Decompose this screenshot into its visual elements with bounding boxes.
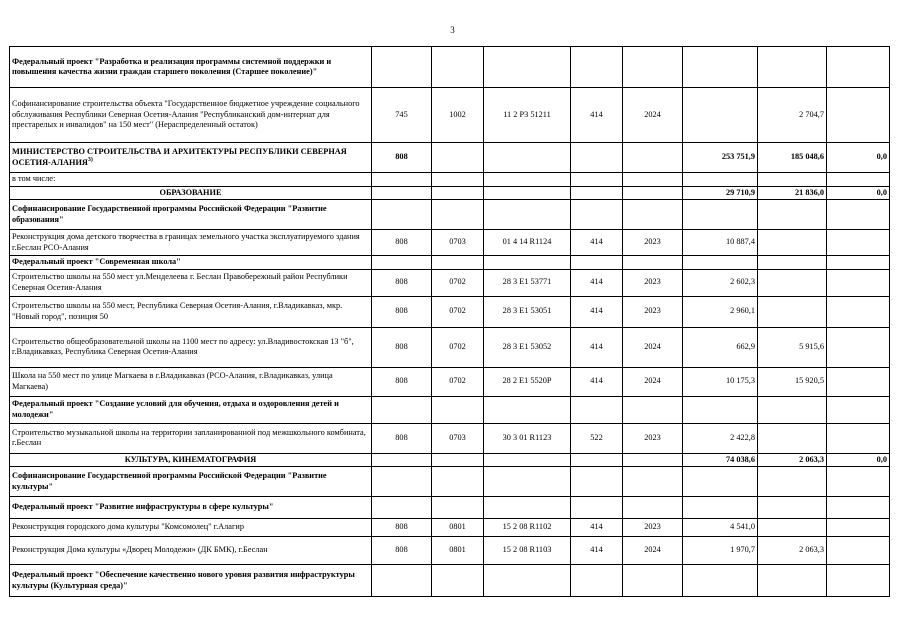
cell-amount-1 xyxy=(683,269,758,296)
cell-amount-1 xyxy=(683,396,758,423)
cell-ministry-code xyxy=(372,143,432,173)
cell-year xyxy=(623,296,683,327)
cell-name xyxy=(10,327,372,367)
table-row xyxy=(10,269,890,296)
cell-amount-3-text: 0,0 xyxy=(876,152,887,162)
cell-target-article-text: 11 2 P3 51211 xyxy=(503,109,551,119)
cell-amount-2 xyxy=(758,173,827,187)
cell-amount-2 xyxy=(758,47,827,88)
cell-year xyxy=(623,565,683,597)
cell-ministry-code-text: 808 xyxy=(395,376,408,386)
cell-year xyxy=(623,497,683,519)
cell-section-code-text: 1002 xyxy=(449,109,466,119)
cell-year xyxy=(623,143,683,173)
cell-section-code xyxy=(432,497,484,519)
cell-name-text: МИНИСТЕРСТВО СТРОИТЕЛЬСТВА И АРХИТЕКТУРЫ РЕСПУБЛИКИ СЕВЕРНАЯ ОСЕТИЯ-АЛАНИЯ xyxy=(12,147,347,167)
cell-name-text: Реконструкция городского дома культуры "Комсомолец" г.Алагир xyxy=(12,522,244,532)
cell-ministry-code xyxy=(372,296,432,327)
cell-target-article-text: 28 3 E1 53051 xyxy=(502,306,552,316)
cell-amount-2-text: 2 063,3 xyxy=(799,454,824,464)
cell-section-code-text: 0703 xyxy=(449,237,466,247)
cell-name xyxy=(10,467,372,497)
cell-amount-1 xyxy=(683,173,758,187)
cell-name-text: Строительство школы на 550 мест, Республика Северная Осетия-Алания, г.Владикавказ, мкр. "Новый город", позиция 50 xyxy=(12,301,343,321)
table-row xyxy=(10,230,890,256)
cell-target-article xyxy=(484,467,571,497)
cell-name xyxy=(10,519,372,537)
cell-amount-1-text: 253 751,9 xyxy=(721,152,755,162)
cell-amount-2-text: 21 836,0 xyxy=(794,187,824,197)
cell-year xyxy=(623,519,683,537)
table-row xyxy=(10,327,890,367)
cell-amount-2 xyxy=(758,396,827,423)
cell-target-article xyxy=(484,327,571,367)
cell-target-article xyxy=(484,497,571,519)
cell-amount-1 xyxy=(683,200,758,230)
cell-name-text: КУЛЬТУРА, КИНЕМАТОГРАФИЯ xyxy=(124,454,257,464)
cell-amount-2 xyxy=(758,143,827,173)
cell-expense-type xyxy=(571,88,623,143)
cell-name-text: Софинансирование Государственной программы Российской Федерации "Развитие культуры" xyxy=(12,471,327,491)
cell-amount-3 xyxy=(827,519,890,537)
cell-ministry-code-text: 808 xyxy=(395,277,408,287)
cell-section-code xyxy=(432,269,484,296)
cell-amount-3 xyxy=(827,453,890,467)
table-row xyxy=(10,396,890,423)
cell-amount-2 xyxy=(758,497,827,519)
cell-name xyxy=(10,396,372,423)
cell-section-code xyxy=(432,453,484,467)
cell-section-code-text: 0801 xyxy=(449,522,466,532)
cell-name xyxy=(10,296,372,327)
table-row xyxy=(10,565,890,597)
cell-name-text: Федеральный проект "Обеспечение качественно нового уровня развития инфраструктуры культуры (Культурная среда)" xyxy=(12,570,355,590)
cell-expense-type xyxy=(571,200,623,230)
cell-section-code xyxy=(432,143,484,173)
cell-name-text: Строительство школы на 550 мест ул.Менделеева г. Беслан Правобережный район Республики Северная Осетия-Алания xyxy=(12,272,348,292)
cell-amount-2 xyxy=(758,367,827,396)
cell-ministry-code xyxy=(372,230,432,256)
cell-amount-2 xyxy=(758,200,827,230)
cell-amount-2 xyxy=(758,269,827,296)
cell-expense-type xyxy=(571,269,623,296)
cell-name xyxy=(10,537,372,565)
cell-amount-2 xyxy=(758,537,827,565)
cell-amount-1-text: 4 541,0 xyxy=(730,522,755,532)
cell-section-code xyxy=(432,565,484,597)
cell-expense-type xyxy=(571,256,623,270)
cell-expense-type-text: 414 xyxy=(590,522,603,532)
cell-target-article xyxy=(484,423,571,453)
cell-section-code xyxy=(432,367,484,396)
cell-year xyxy=(623,173,683,187)
cell-target-article-text: 15 2 08 R1102 xyxy=(502,522,552,532)
cell-name xyxy=(10,47,372,88)
cell-expense-type xyxy=(571,396,623,423)
cell-ministry-code xyxy=(372,186,432,200)
cell-amount-1 xyxy=(683,327,758,367)
cell-ministry-code-text: 745 xyxy=(395,109,408,119)
cell-ministry-code-text: 808 xyxy=(395,237,408,247)
footnote-marker: 3) xyxy=(87,156,93,163)
cell-year xyxy=(623,269,683,296)
cell-name-text: Федеральный проект "Развитие инфраструктуры в сфере культуры" xyxy=(12,502,274,512)
cell-amount-1-text: 10 887,4 xyxy=(725,237,755,247)
cell-amount-2-text: 5 915,6 xyxy=(799,341,824,351)
cell-ministry-code xyxy=(372,396,432,423)
cell-amount-3 xyxy=(827,565,890,597)
table-row xyxy=(10,453,890,467)
cell-expense-type xyxy=(571,143,623,173)
cell-section-code xyxy=(432,537,484,565)
cell-amount-2 xyxy=(758,467,827,497)
cell-name-text: Строительство музыкальной школы на территории запланированной под межшкольного комбината, г.Беслан xyxy=(12,427,366,447)
cell-ministry-code xyxy=(372,537,432,565)
cell-amount-3 xyxy=(827,47,890,88)
cell-name xyxy=(10,423,372,453)
cell-amount-3 xyxy=(827,269,890,296)
cell-amount-2-text: 2 063,3 xyxy=(799,545,824,555)
cell-amount-3 xyxy=(827,537,890,565)
cell-expense-type xyxy=(571,47,623,88)
cell-amount-3 xyxy=(827,230,890,256)
cell-name-text: Реконструкция Дома культуры «Дворец Молодежи» (ДК БМК), г.Беслан xyxy=(12,545,268,555)
cell-target-article xyxy=(484,396,571,423)
cell-expense-type-text: 414 xyxy=(590,341,603,351)
cell-amount-1-text: 74 038,6 xyxy=(725,454,755,464)
cell-section-code xyxy=(432,327,484,367)
cell-amount-3 xyxy=(827,143,890,173)
cell-expense-type-text: 414 xyxy=(590,306,603,316)
cell-ministry-code xyxy=(372,256,432,270)
cell-amount-2 xyxy=(758,565,827,597)
cell-amount-1 xyxy=(683,537,758,565)
cell-year xyxy=(623,200,683,230)
cell-section-code xyxy=(432,396,484,423)
cell-target-article xyxy=(484,200,571,230)
table-row xyxy=(10,200,890,230)
cell-year-text: 2023 xyxy=(644,306,661,316)
cell-year xyxy=(623,453,683,467)
cell-ministry-code xyxy=(372,453,432,467)
cell-target-article xyxy=(484,537,571,565)
cell-amount-3 xyxy=(827,367,890,396)
cell-amount-1-text: 10 175,3 xyxy=(725,376,755,386)
cell-target-article-text: 28 3 E1 53052 xyxy=(502,341,552,351)
cell-amount-1 xyxy=(683,186,758,200)
cell-ministry-code-text: 808 xyxy=(395,432,408,442)
table-row xyxy=(10,186,890,200)
cell-ministry-code-text: 808 xyxy=(395,522,408,532)
cell-amount-1-text: 29 710,9 xyxy=(725,187,755,197)
cell-amount-1 xyxy=(683,47,758,88)
cell-amount-1 xyxy=(683,143,758,173)
cell-ministry-code xyxy=(372,565,432,597)
cell-name-text: Федеральный проект "Создание условий для обучения, отдыха и оздоровления детей и молодежи" xyxy=(12,399,339,419)
cell-expense-type xyxy=(571,173,623,187)
cell-ministry-code xyxy=(372,200,432,230)
cell-amount-2 xyxy=(758,88,827,143)
cell-year xyxy=(623,367,683,396)
cell-target-article xyxy=(484,47,571,88)
cell-name xyxy=(10,173,372,187)
cell-amount-3 xyxy=(827,467,890,497)
cell-ministry-code xyxy=(372,173,432,187)
cell-amount-2 xyxy=(758,453,827,467)
cell-section-code-text: 0702 xyxy=(449,341,466,351)
cell-amount-2-text: 185 048,6 xyxy=(790,152,824,162)
cell-amount-1 xyxy=(683,467,758,497)
cell-name xyxy=(10,143,372,173)
cell-name xyxy=(10,88,372,143)
cell-amount-1 xyxy=(683,367,758,396)
cell-year xyxy=(623,327,683,367)
cell-amount-3 xyxy=(827,88,890,143)
page-number: 3 xyxy=(450,25,455,35)
table-row xyxy=(10,256,890,270)
cell-expense-type xyxy=(571,565,623,597)
cell-amount-1 xyxy=(683,256,758,270)
cell-target-article-text: 30 3 01 R1123 xyxy=(502,432,552,442)
cell-section-code-text: 0801 xyxy=(449,545,466,555)
cell-name-text: ОБРАЗОВАНИЕ xyxy=(159,187,222,197)
cell-amount-3 xyxy=(827,200,890,230)
cell-year xyxy=(623,423,683,453)
cell-year xyxy=(623,467,683,497)
cell-year xyxy=(623,186,683,200)
table-row xyxy=(10,537,890,565)
cell-target-article xyxy=(484,565,571,597)
cell-amount-3-text: 0,0 xyxy=(876,454,887,464)
cell-name xyxy=(10,230,372,256)
cell-name xyxy=(10,367,372,396)
cell-name-text: Строительство общеобразовательной школы на 1100 мест по адресу: ул.Владивостокская 13 "б", г.Владикавказ, Республика Северная Осетия-Алания xyxy=(12,336,354,356)
cell-name-text: Софинансирование строительства объекта "Государственное бюджетное учреждение социального обслуживания Республики Северная Осетия-Алания "Республиканский дом-интернат для престарелых и инвалидов" на 150 мест" (Нераспределенный остаток) xyxy=(12,99,360,130)
cell-amount-3 xyxy=(827,296,890,327)
table-row xyxy=(10,423,890,453)
cell-expense-type xyxy=(571,296,623,327)
cell-amount-3 xyxy=(827,497,890,519)
cell-amount-1 xyxy=(683,296,758,327)
cell-expense-type-text: 414 xyxy=(590,376,603,386)
cell-ministry-code xyxy=(372,327,432,367)
cell-expense-type-text: 414 xyxy=(590,545,603,555)
cell-expense-type xyxy=(571,519,623,537)
cell-expense-type xyxy=(571,497,623,519)
cell-target-article xyxy=(484,88,571,143)
cell-expense-type xyxy=(571,186,623,200)
cell-name-text: Школа на 550 мест по улице Магкаева в г.Владикавказ (РСО-Алания, г.Владикавказ, улица Магкаева) xyxy=(12,371,333,391)
cell-section-code-text: 0702 xyxy=(449,277,466,287)
cell-year xyxy=(623,47,683,88)
cell-section-code xyxy=(432,47,484,88)
table-row xyxy=(10,497,890,519)
cell-section-code-text: 0702 xyxy=(449,306,466,316)
cell-expense-type-text: 414 xyxy=(590,109,603,119)
cell-name xyxy=(10,565,372,597)
cell-expense-type-text: 414 xyxy=(590,277,603,287)
cell-amount-1-text: 2 602,3 xyxy=(730,277,755,287)
cell-amount-3-text: 0,0 xyxy=(876,187,887,197)
cell-name-text: Реконструкция дома детского творчества в границах земельного участка эксплуатируемого здания г.Беслан РСО-Алания xyxy=(12,232,360,252)
cell-expense-type xyxy=(571,537,623,565)
cell-section-code xyxy=(432,519,484,537)
cell-section-code xyxy=(432,296,484,327)
cell-target-article xyxy=(484,519,571,537)
cell-ministry-code-text: 808 xyxy=(395,152,408,162)
table-row xyxy=(10,88,890,143)
cell-expense-type-text: 414 xyxy=(590,237,603,247)
cell-year-text: 2024 xyxy=(644,341,661,351)
cell-year xyxy=(623,256,683,270)
cell-amount-2 xyxy=(758,423,827,453)
cell-target-article xyxy=(484,296,571,327)
cell-amount-2 xyxy=(758,256,827,270)
cell-expense-type xyxy=(571,467,623,497)
cell-amount-1 xyxy=(683,565,758,597)
cell-name xyxy=(10,186,372,200)
cell-target-article xyxy=(484,173,571,187)
cell-section-code xyxy=(432,467,484,497)
cell-section-code-text: 0703 xyxy=(449,432,466,442)
cell-year-text: 2024 xyxy=(644,545,661,555)
cell-year-text: 2024 xyxy=(644,109,661,119)
cell-section-code xyxy=(432,200,484,230)
cell-ministry-code xyxy=(372,497,432,519)
cell-target-article-text: 28 2 E1 5520P xyxy=(502,376,552,386)
cell-amount-2-text: 15 920,5 xyxy=(794,376,824,386)
cell-amount-2-text: 2 704,7 xyxy=(799,109,824,119)
cell-name xyxy=(10,200,372,230)
cell-amount-3 xyxy=(827,327,890,367)
cell-target-article xyxy=(484,186,571,200)
cell-name xyxy=(10,497,372,519)
table-row xyxy=(10,143,890,173)
cell-expense-type xyxy=(571,453,623,467)
cell-year-text: 2024 xyxy=(644,376,661,386)
cell-target-article xyxy=(484,256,571,270)
cell-section-code xyxy=(432,88,484,143)
cell-ministry-code xyxy=(372,467,432,497)
table-row xyxy=(10,296,890,327)
cell-name-text: в том числе: xyxy=(12,174,56,183)
cell-target-article xyxy=(484,269,571,296)
table-row xyxy=(10,173,890,187)
cell-year xyxy=(623,88,683,143)
cell-amount-1 xyxy=(683,423,758,453)
cell-amount-1 xyxy=(683,519,758,537)
cell-target-article xyxy=(484,143,571,173)
cell-amount-1 xyxy=(683,497,758,519)
cell-target-article-text: 01 4 14 R1124 xyxy=(502,237,552,247)
cell-ministry-code xyxy=(372,47,432,88)
cell-amount-2 xyxy=(758,327,827,367)
cell-expense-type xyxy=(571,230,623,256)
cell-section-code xyxy=(432,230,484,256)
cell-amount-1 xyxy=(683,88,758,143)
cell-year xyxy=(623,537,683,565)
cell-amount-3 xyxy=(827,173,890,187)
cell-amount-1-text: 1 970,7 xyxy=(730,545,755,555)
cell-year-text: 2023 xyxy=(644,237,661,247)
cell-amount-2 xyxy=(758,519,827,537)
cell-name xyxy=(10,256,372,270)
budget-table xyxy=(9,46,890,597)
cell-name xyxy=(10,269,372,296)
table-row xyxy=(10,519,890,537)
cell-amount-1-text: 2 422,8 xyxy=(730,432,755,442)
cell-amount-3 xyxy=(827,396,890,423)
cell-ministry-code xyxy=(372,88,432,143)
table-row xyxy=(10,367,890,396)
cell-section-code xyxy=(432,423,484,453)
cell-target-article-text: 28 3 E1 53771 xyxy=(502,277,552,287)
cell-amount-1 xyxy=(683,230,758,256)
cell-ministry-code xyxy=(372,367,432,396)
cell-target-article-text: 15 2 08 R1103 xyxy=(502,545,552,555)
cell-expense-type xyxy=(571,423,623,453)
cell-section-code xyxy=(432,186,484,200)
cell-year xyxy=(623,396,683,423)
cell-ministry-code xyxy=(372,519,432,537)
cell-amount-3 xyxy=(827,186,890,200)
cell-ministry-code xyxy=(372,423,432,453)
cell-name xyxy=(10,453,372,467)
cell-amount-1-text: 662,9 xyxy=(736,341,755,351)
cell-section-code-text: 0702 xyxy=(449,376,466,386)
cell-year xyxy=(623,230,683,256)
cell-expense-type xyxy=(571,327,623,367)
cell-ministry-code-text: 808 xyxy=(395,341,408,351)
cell-section-code xyxy=(432,173,484,187)
table-row xyxy=(10,467,890,497)
cell-amount-2 xyxy=(758,230,827,256)
cell-name-text: Софинансирование Государственной программы Российской Федерации "Развитие образования" xyxy=(12,204,327,224)
cell-amount-2 xyxy=(758,186,827,200)
cell-year-text: 2023 xyxy=(644,432,661,442)
cell-name-text: Федеральный проект "Современная школа" xyxy=(12,257,181,266)
cell-amount-2 xyxy=(758,296,827,327)
cell-year-text: 2023 xyxy=(644,277,661,287)
cell-name-text: Федеральный проект "Разработка и реализация программы системной поддержки и повышения качества жизни граждан старшего поколения (Старшее поколение)" xyxy=(12,56,332,76)
cell-ministry-code-text: 808 xyxy=(395,545,408,555)
cell-section-code xyxy=(432,256,484,270)
cell-amount-3 xyxy=(827,423,890,453)
cell-amount-3 xyxy=(827,256,890,270)
cell-expense-type-text: 522 xyxy=(590,432,603,442)
cell-amount-1-text: 2 960,1 xyxy=(730,306,755,316)
cell-year-text: 2023 xyxy=(644,522,661,532)
cell-expense-type xyxy=(571,367,623,396)
cell-ministry-code xyxy=(372,269,432,296)
cell-target-article xyxy=(484,453,571,467)
cell-target-article xyxy=(484,367,571,396)
table-row xyxy=(10,47,890,88)
cell-target-article xyxy=(484,230,571,256)
cell-ministry-code-text: 808 xyxy=(395,306,408,316)
cell-amount-1 xyxy=(683,453,758,467)
